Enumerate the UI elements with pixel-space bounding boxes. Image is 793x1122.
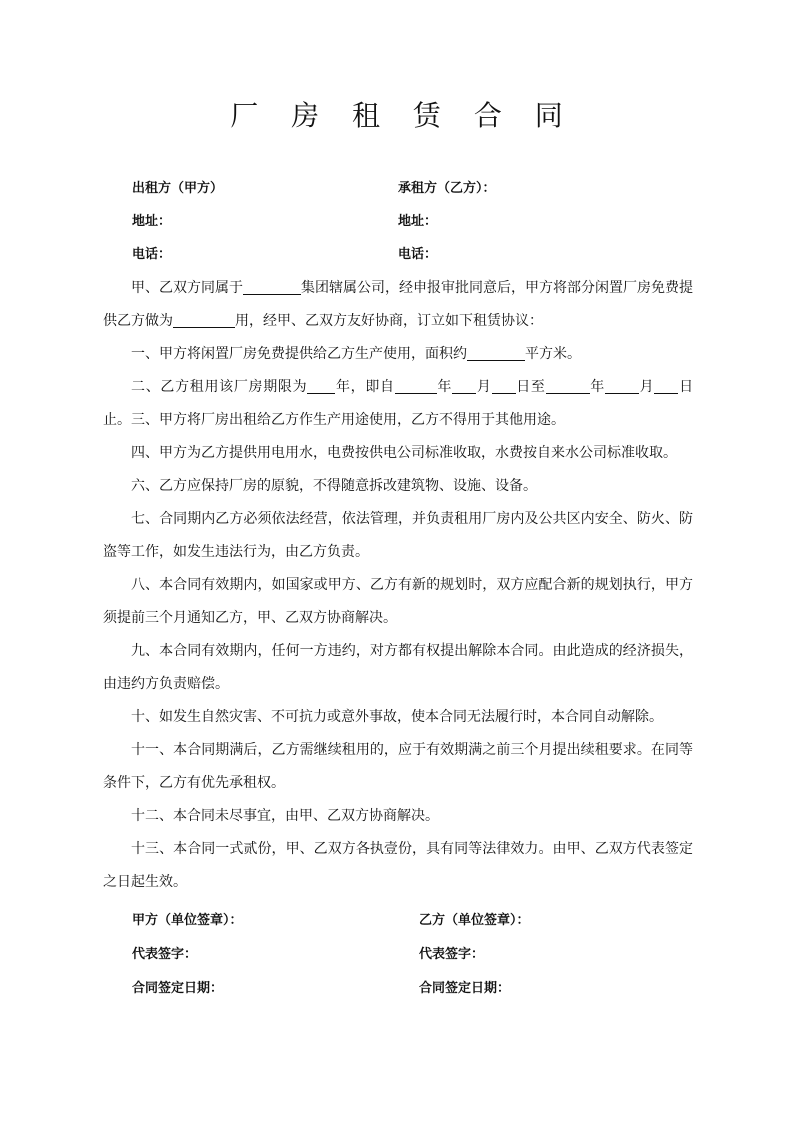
group-name-blank [243,278,301,295]
lessor-phone-label: 电话： [132,247,172,262]
clause-8: 八、本合同有效期内，如国家或甲方、乙方有新的规划时，双方应配合新的规划执行，甲方须提前三个月通知乙方，甲、乙双方协商解决。 [103,577,693,626]
clause-6: 六、乙方应保持厂房的原貌，不得随意拆改建筑物、设施、设备。 [131,478,537,494]
clause-9: 九、本合同有效期内，任何一方违约，对方都有权提出解除本合同。由此造成的经济损失，由违约方负责赔偿。 [103,643,693,692]
clause-13: 十三、本合同一式贰份，甲、乙双方各执壹份，具有同等法律效力。由甲、乙双方代表签定之日起生效。 [103,841,693,890]
clause-12: 十二、本合同未尽事宜，由甲、乙双方协商解决。 [131,808,439,824]
party-b-date-label: 合同签定日期： [419,981,511,996]
intro-paragraph: 甲、乙双方同属于 集团辖属公司，经申报审批同意后，甲方将部分闲置厂房免费提供乙方做为 用，经甲、乙双方友好协商，订立如下租赁协议： [103,280,693,329]
end-month-blank [605,377,639,394]
start-year-blank [395,377,437,394]
party-b-rep-label: 代表签字： [419,947,485,962]
party-a-rep-label: 代表签字： [132,947,198,962]
clause-1: 一、甲方将闲置厂房免费提供给乙方生产使用，面积约 平方米。 [131,346,581,362]
start-day-blank [492,377,516,394]
term-years-blank [307,377,335,394]
clause-7: 七、合同期内乙方必须依法经营，依法管理，并负责租用厂房内及公共区内安全、防火、防盗等工作，如发生违法行为，由乙方负责。 [103,511,693,560]
party-a-date-label: 合同签定日期： [132,981,224,996]
clause-3: 三、甲方将厂房出租给乙方作生产用途使用，乙方不得用于其他用途。 [131,412,565,428]
party-b-seal-label: 乙方（单位签章）： [419,913,530,928]
clause-10: 十、如发生自然灾害、不可抗力或意外事故，使本合同无法履行时，本合同自动解除。 [131,709,663,725]
party-a-seal-label: 甲方（单位签章）： [132,913,243,928]
lessee-phone-label: 电话： [398,247,438,262]
lessee-address-label: 地址： [398,214,438,229]
area-blank [467,344,525,361]
lessor-label: 出租方（甲方） [132,181,224,196]
clause-2: 二、乙方租用该厂房期限为 年，即自 年 月 日至 年 月 日止。 [103,379,694,428]
end-day-blank [654,377,678,394]
usage-blank [173,311,235,328]
lessor-address-label: 地址： [132,214,172,229]
contract-title: 厂 房 租 赁 合 同 [230,99,575,132]
lessee-label: 承租方（乙方）： [398,181,496,196]
clause-4: 四、甲方为乙方提供用电用水，电费按供电公司标准收取，水费按自来水公司标准收取。 [131,445,677,461]
end-year-blank [546,377,590,394]
clause-11: 十一、本合同期满后，乙方需继续租用的，应于有效期满之前三个月提出续租要求。在同等条件下，乙方有优先承租权。 [103,742,693,791]
start-month-blank [452,377,476,394]
